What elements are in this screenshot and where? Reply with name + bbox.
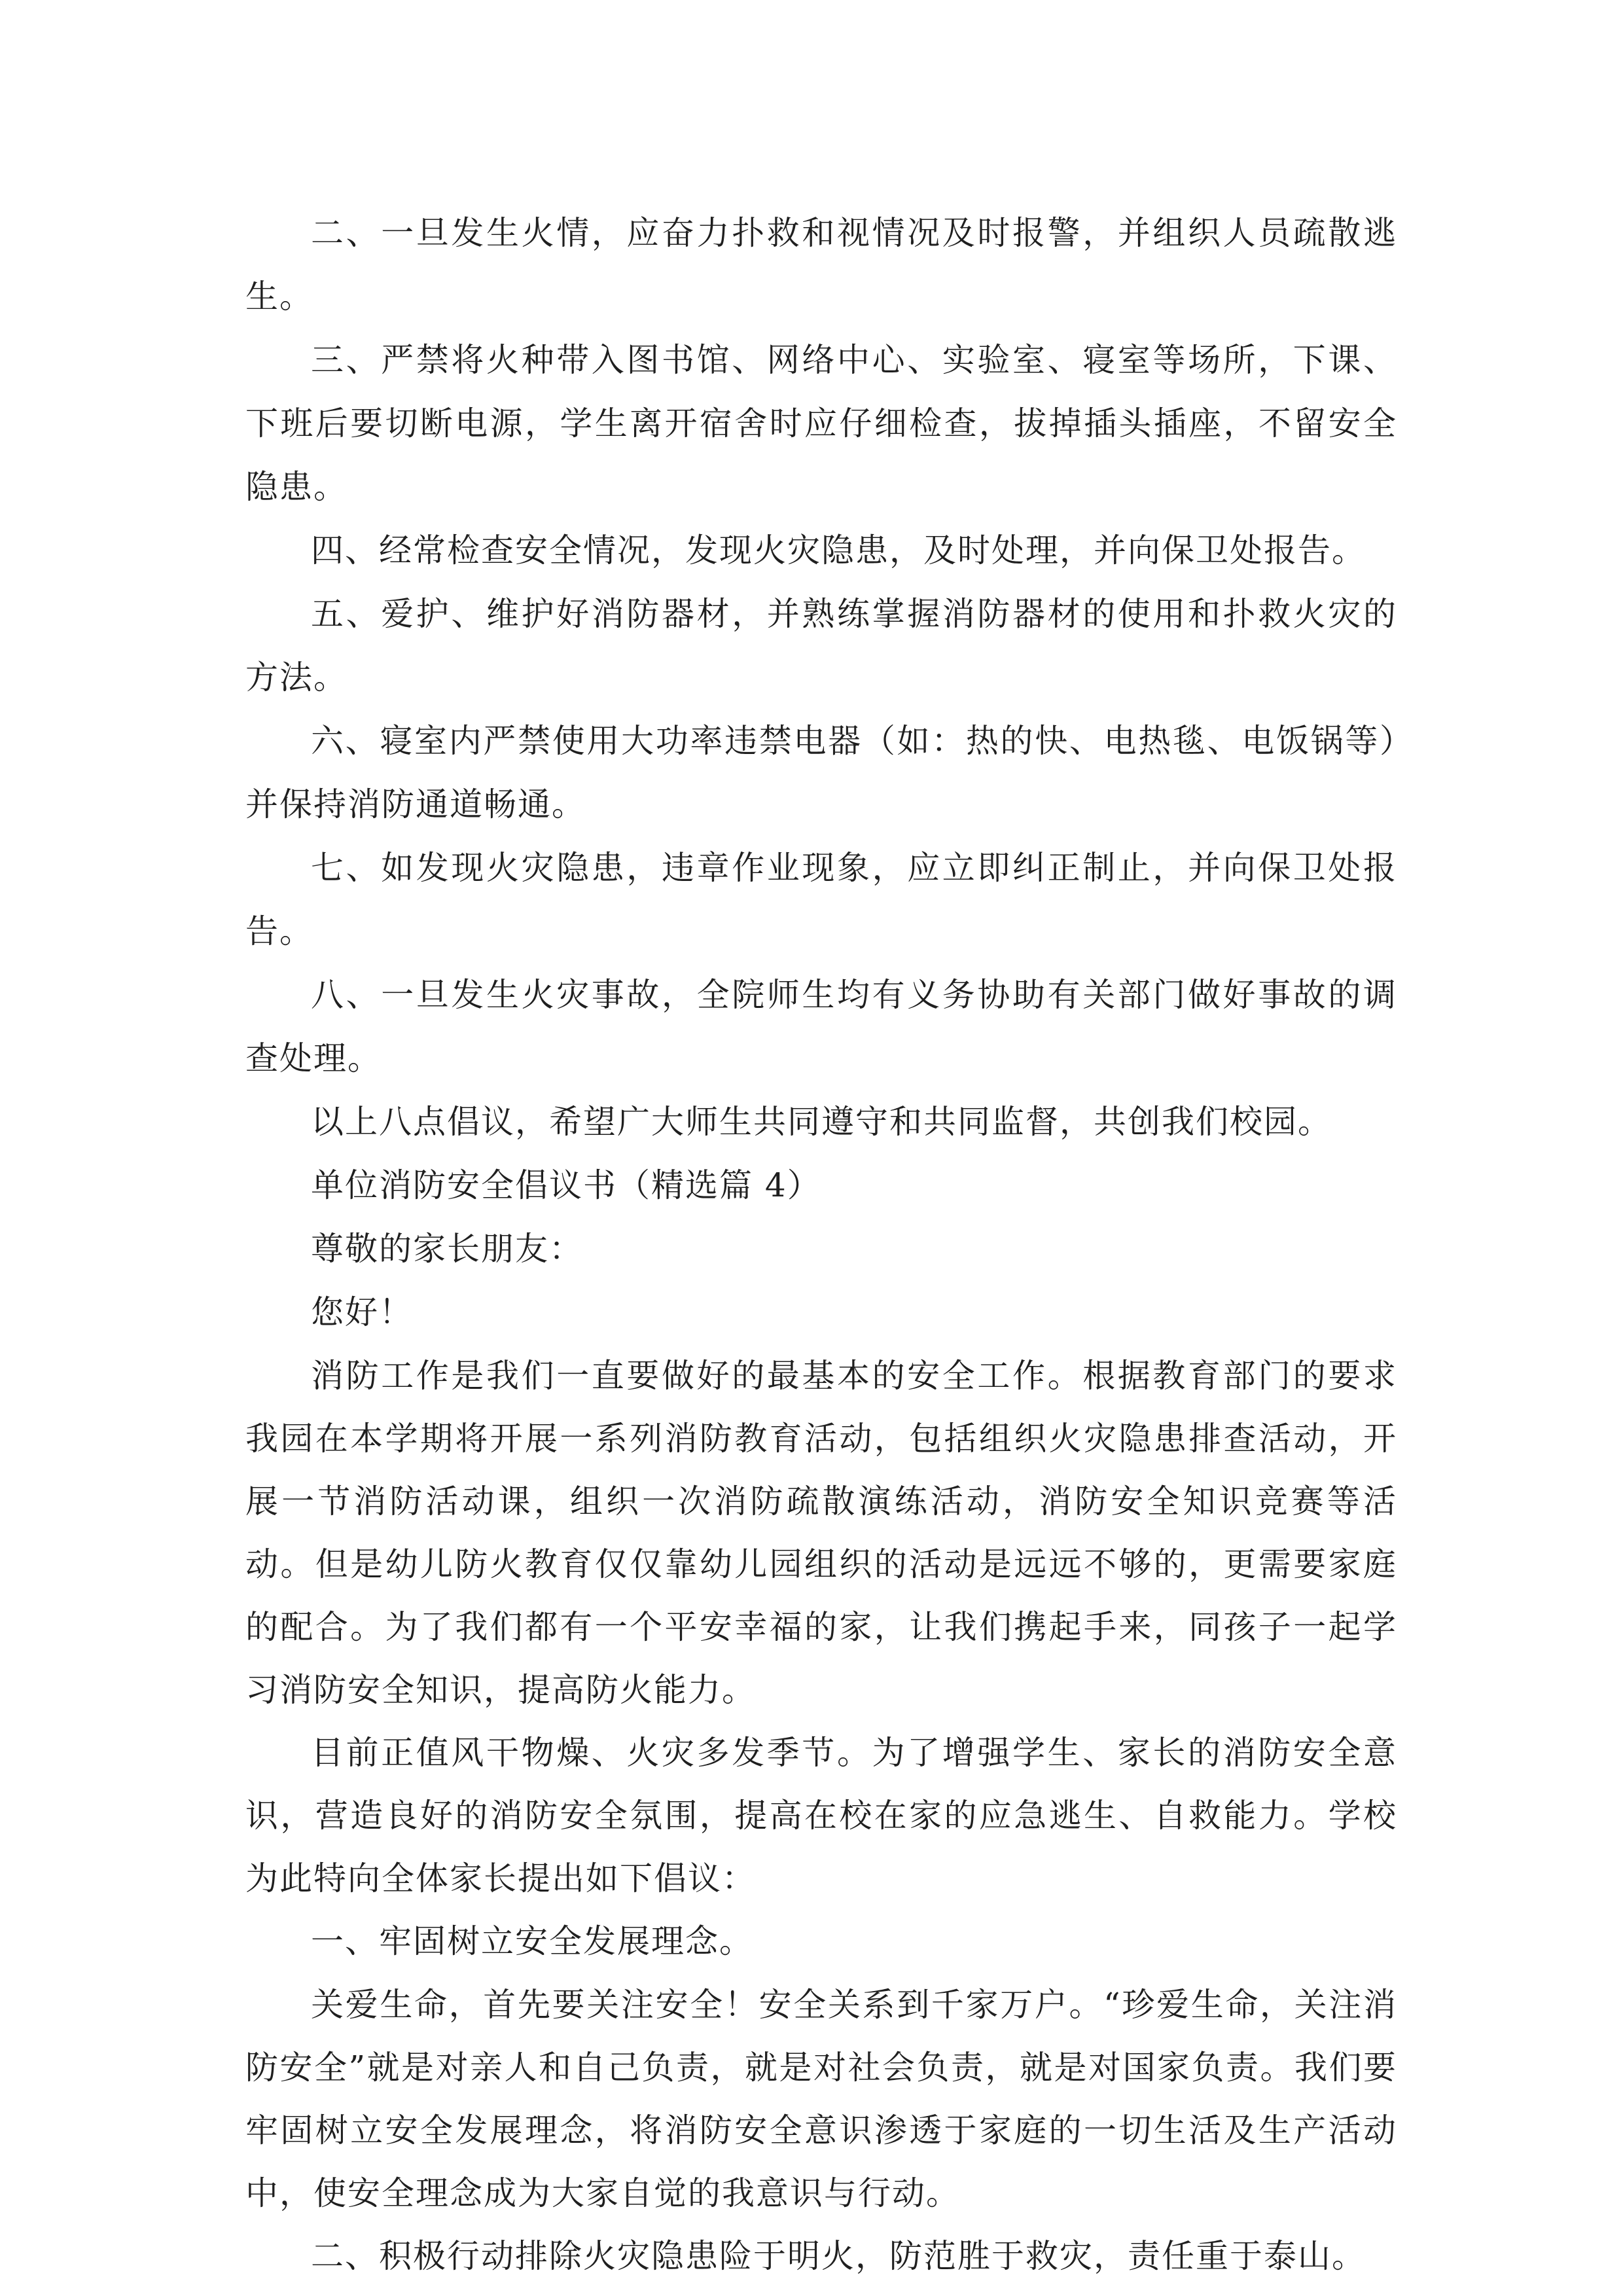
proposal-body-1: 关爱生命，首先要关注安全！安全关系到千家万户。“珍爱生命，关注消防安全”就是对亲人和自己负责，就是对社会负责，就是对国家负责。我们要牢固树立安全发展理念，将消防安全意识渗透于家庭的一切生活及生产活动中，使安全理念成为大家自觉的我意识与行动。 xyxy=(245,1986,1397,2212)
season-paragraph: 目前正值风干物燥、火灾多发季节。为了增强学生、家长的消防安全意识，营造良好的消防安全氛围，提高在校在家的应急逃生、自救能力。学校为此特向全体家长提出如下倡议： xyxy=(245,1734,1397,1897)
paragraph-item-5: 五、爱护、维护好消防器材，并熟练掌握消防器材的使用和扑救火灾的方法。 xyxy=(245,595,1397,696)
paragraph-item-6: 六、寝室内严禁使用大功率违禁电器（如：热的快、电热毯、电饭锅等）并保持消防通道畅通。 xyxy=(245,722,1397,823)
intro-paragraph: 消防工作是我们一直要做好的最基本的安全工作。根据教育部门的要求我园在本学期将开展一系列消防教育活动，包括组织火灾隐患排查活动，开展一节消防活动课，组织一次消防疏散演练活动，消防安全知识竞赛等活动。但是幼儿防火教育仅仅靠幼儿园组织的活动是远远不够的，更需要家庭的配合。为了我们都有一个平安幸福的家，让我们携起手来，同孩子一起学习消防安全知识，提高防火能力。 xyxy=(245,1357,1397,1709)
paragraph-item-2: 二、一旦发生火情，应奋力扑救和视情况及时报警，并组织人员疏散逃生。 xyxy=(245,214,1397,315)
paragraph-item-7: 七、如发现火灾隐患，违章作业现象，应立即纠正制止，并向保卫处报告。 xyxy=(245,849,1397,950)
paragraph-item-4: 四、经常检查安全情况，发现火灾隐患，及时处理，并向保卫处报告。 xyxy=(311,531,1366,569)
section-heading: 单位消防安全倡议书（精选篇 4） xyxy=(311,1166,821,1204)
closing-paragraph: 以上八点倡议，希望广大师生共同遵守和共同监督，共创我们校园。 xyxy=(311,1103,1332,1141)
paragraph-item-8: 八、一旦发生火灾事故，全院师生均有义务协助有关部门做好事故的调查处理。 xyxy=(245,976,1397,1077)
salutation: 尊敬的家长朋友： xyxy=(311,1230,583,1268)
document-body xyxy=(245,202,1397,2288)
proposal-heading-2: 二、积极行动排除火灾隐患险于明火，防范胜于救灾，责任重于泰山。 xyxy=(311,2237,1366,2275)
proposal-heading-1: 一、牢固树立安全发展理念。 xyxy=(311,1922,753,1960)
greeting: 您好！ xyxy=(311,1293,413,1331)
paragraph-item-3: 三、严禁将火种带入图书馆、网络中心、实验室、寝室等场所，下课、下班后要切断电源，学生离开宿舍时应仔细检查，拔掉插头插座，不留安全隐患。 xyxy=(245,341,1397,506)
